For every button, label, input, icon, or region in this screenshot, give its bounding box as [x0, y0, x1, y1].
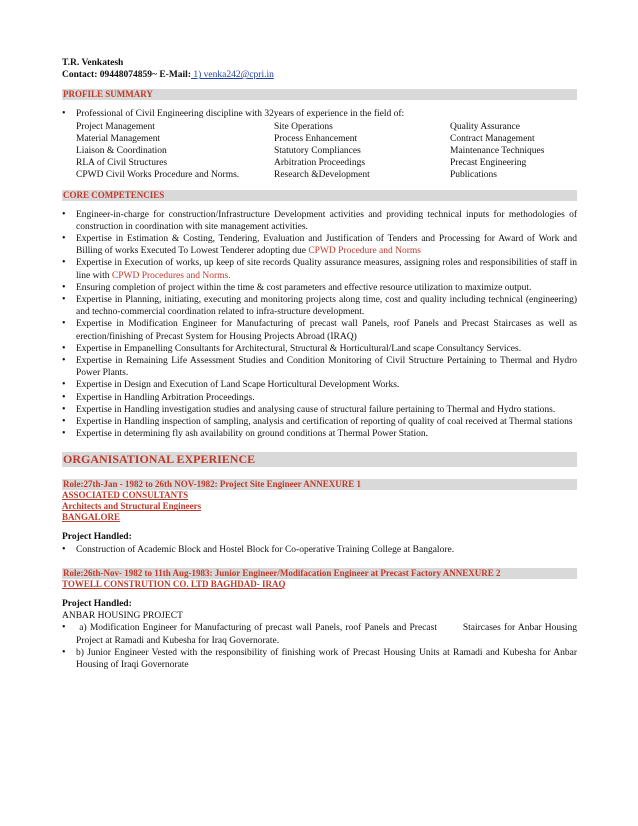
field-cell: Material Management: [76, 133, 161, 144]
field-cell: Publications: [450, 170, 497, 181]
competency-item: [62, 404, 577, 416]
field-cell: RLA of Civil Structures: [76, 158, 168, 169]
competency-item: [62, 355, 577, 379]
competency-text: Expertise in Empanelling Consultants for Architectural, Structural & Horticultural/Land scape Consultancy Services.: [76, 343, 522, 354]
competency-item: [62, 233, 577, 257]
organisational-experience-heading: ORGANISATIONAL EXPERIENCE: [62, 452, 577, 467]
contact-separator: ~: [151, 70, 157, 81]
competency-highlight: CPWD Procedures and Norms.: [111, 270, 231, 281]
competency-text: Ensuring completion of project within the time & cost parameters and effective resource utilization to maximize output.: [76, 282, 532, 293]
field-cell: CPWD Civil Works Procedure and Norms.: [76, 170, 240, 181]
competency-text: Expertise in determining fly ash availability on ground conditions at Thermal Power Station.: [76, 429, 429, 440]
resume-page: [62, 57, 580, 671]
core-competencies-heading: CORE COMPETENCIES: [62, 190, 577, 201]
role-2-org: TOWELL CONSTRUTION CO. LTD BAGHDAD- IRAQ: [62, 578, 286, 589]
role-1-org: ASSOCIATED CONSULTANTS: [62, 490, 189, 501]
role-1-project-label: Project Handled:: [62, 532, 132, 543]
field-cell: Precast Engineering: [450, 158, 527, 169]
role-2-project-label: Project Handled:: [62, 598, 132, 609]
field-cell: Maintenance Techniques: [450, 146, 545, 157]
profile-summary-heading: PROFILE SUMMARY: [62, 89, 577, 100]
field-cell: Project Management: [76, 121, 155, 132]
role-1-heading: Role:27th-Jan - 1982 to 26th NOV-1982: Project Site Engineer ANNEXURE 1: [62, 479, 577, 490]
role-2-bullet: • b) Junior Engineer Vested with the responsibility of finishing work of Precast Housing Units at Ramadi and Kubesha for Anbar Housing of Iraqi Governorate: [62, 647, 577, 671]
field-cell: Arbitration Proceedings: [274, 158, 366, 169]
field-cell: Statutory Compliances: [274, 146, 361, 157]
profile-intro: • Professional of Civil Engineering discipline with 32years of experience in the field of:: [62, 108, 577, 120]
role-1-bullet: • Construction of Academic Block and Hostel Block for Co-operative Training College at Bangalore.: [62, 544, 577, 556]
competency-text: Expertise in Handling Arbitration Proceedings.: [76, 392, 255, 403]
email-link[interactable]: 1) venka242@cpri.in: [190, 70, 274, 81]
role-2-bullets: [62, 622, 580, 671]
role-2-bullet: • a) Modification Engineer for Manufacturing of precast wall Panels, roof Panels and Precast Staircases for Anbar Housing Project at Ramadi and Kubesha for Iraq Governorate.: [62, 622, 577, 646]
field-cell: Quality Assurance: [450, 121, 520, 132]
competency-item: [62, 294, 577, 318]
field-cell: Site Operations: [274, 121, 333, 132]
contact-label: Contact:: [62, 70, 98, 81]
competency-item: [62, 318, 577, 342]
field-cell: Process Enhancement: [274, 133, 358, 144]
competency-item: [62, 416, 577, 428]
competency-item: [62, 257, 577, 281]
competency-text: Expertise in Modification Engineer for Manufacturing of precast wall Panels, roof Panels and Precast Staircases as well as erection/finishing of Precast System for Housing Projects Abroad (IRAQ): [76, 319, 577, 342]
profile-list: [62, 108, 577, 120]
competency-text: Expertise in Remaining Life Assessment Studies and Condition Monitoring of Civil Structure Pertaining to Thermal and Hydro Power Plants.: [76, 356, 577, 379]
competency-text: Expertise in Design and Execution of Land Scape Horticultural Development Works.: [76, 380, 400, 391]
role-2-project-name: ANBAR HOUSING PROJECT: [62, 611, 183, 622]
competency-item: [62, 392, 577, 404]
phone-number: 09448074859: [99, 70, 152, 81]
role-1-bullets: [62, 544, 577, 556]
candidate-name: T.R. Venkatesh: [62, 58, 124, 68]
competency-highlight: CPWD Procedure and Norms: [308, 246, 422, 257]
competency-text: Expertise in Estimation & Costing, Tendering, Evaluation and Justification of Tenders and Processing for Award of Work and Billing of works Executed To Lowest Tenderer adopting due: [76, 234, 577, 257]
role-1-org: BANGALORE: [62, 512, 121, 523]
field-cell: Research &Development: [274, 170, 370, 181]
role-1-org: Architects and Structural Engineers: [62, 501, 202, 512]
field-cell: Liaison & Coordination: [76, 146, 167, 157]
contact-line: [62, 69, 577, 81]
profile-fields-grid: [62, 121, 577, 182]
competency-item: [62, 282, 577, 294]
competency-item: [62, 428, 577, 440]
email-label: E-Mail: [159, 70, 188, 81]
competency-text: Expertise in Planning, initiating, executing and monitoring projects along time, cost and quality including technical (engineering) and techno-commercial coordination related to infra-structure development.: [76, 295, 577, 318]
field-cell: Contract Management: [450, 133, 535, 144]
competencies-list: [62, 209, 577, 441]
email-separator: :: [187, 70, 191, 81]
competency-text: Expertise in Handling inspection of sampling, analysis and certification of reporting of quality of coal received at Thermal stations: [76, 417, 573, 428]
competency-text: Expertise in Handling investigation studies and analysing cause of structural failure pertaining to Thermal and Hydro stations.: [76, 404, 556, 415]
competency-text: Engineer-in-charge for construction/Infrastructure Development activities and providing technical inputs for methodologies of construction in coordination with site management activities.: [76, 209, 577, 232]
competency-item: [62, 209, 577, 233]
competency-item: [62, 343, 577, 355]
competency-text: Expertise in Execution of works, up keep of site records Quality assurance measures, assigning roles and responsibilities of staff in line with: [76, 258, 577, 281]
role-2-heading: Role:26th-Nov- 1982 to 11th Aug-1983: Junior Engineer/Modifacation Engineer at Precast Factory ANNEXURE 2: [62, 568, 577, 579]
competency-item: [62, 379, 577, 391]
